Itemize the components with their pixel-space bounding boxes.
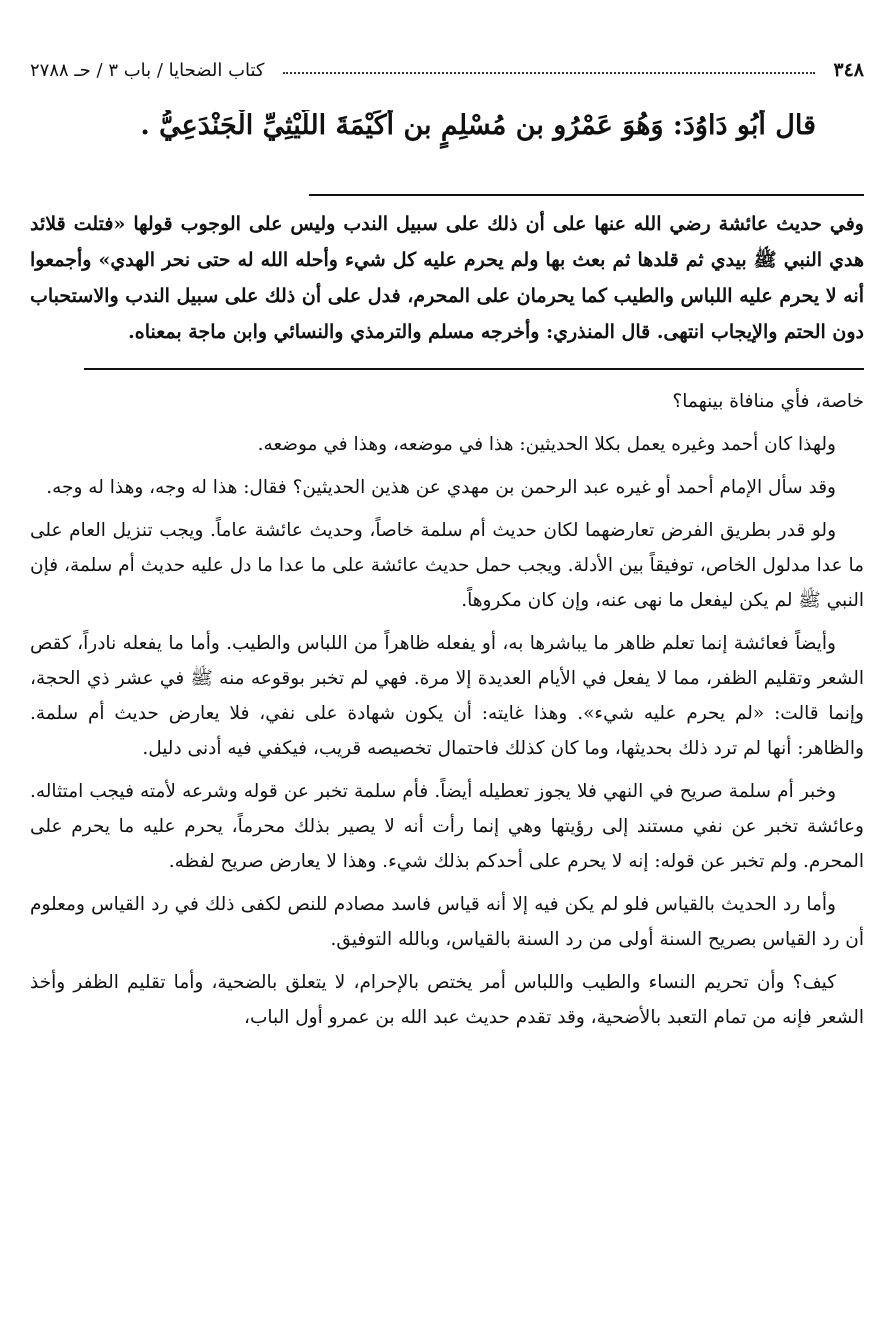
abu-dawud-quote: قال أَبُو دَاوُدَ: وَهُوَ عَمْرُو بن مُسْلِمٍ بن أُكَيْمَةَ اللَّيْثِيِّ الْجَنْدَعِيُّ . — [140, 110, 816, 141]
section-divider-short — [309, 194, 864, 196]
running-header — [30, 50, 864, 90]
main-paragraph: وخبر أم سلمة صريح في النهي فلا يجوز تعطيله أيضاً. فأم سلمة تخبر عن قوله وشرعه لأمته فيجب امتثاله. وعائشة تخبر عن نفي مستند إلى رؤيتها وهي إنما رأت أنه لا يصير بذلك محرماً، يحرم عليه ما يحرم على المحرم. ولم تخبر عن قوله: إنه لا يحرم على أحدكم بذلك شيء. وهذا لا يعارض صريح لفظه. — [30, 781, 864, 872]
main-paragraph: وقد سأل الإمام أحمد أو غيره عبد الرحمن بن مهدي عن هذين الحديثين؟ فقال: هذا له وجه، وهذا له وجه. — [46, 477, 836, 498]
main-paragraph: ولهذا كان أحمد وغيره يعمل بكلا الحديثين: هذا في موضعه، وهذا في موضعه. — [257, 434, 836, 455]
main-paragraph: وأما رد الحديث بالقياس فلو لم يكن فيه إلا أنه قياس فاسد مصادم للنص لكفى ذلك في رد القياس ومعلوم أن رد القياس بصريح السنة أولى من رد السنة بالقياس، وبالله التوفيق. — [30, 894, 864, 950]
book-page — [30, 50, 864, 1035]
main-paragraph: وأيضاً فعائشة إنما تعلم ظاهر ما يباشرها به، أو يفعله ظاهراً من اللباس والطيب. وأما ما يفعله نادراً، كقص الشعر وتقليم الظفر، مما لا يفعل في الأيام العديدة إلا مرة. فهي لم تخبر بوقوعه منه ﷺ في عشر ذي الحجة، وإنما قالت: «لم يحرم عليه شيء». وهذا غايته: أن يكون شهادة على نفي، فلا يعارض حديث أم سلمة. والظاهر: أنها لم ترد ذلك بحديثها، وما كان كذلك فاحتمال تخصيصه قريب، فيكفي فيه أدنى دليل. — [30, 633, 864, 759]
book-chapter-reference: كتاب الضحايا / باب ٣ / حـ ٢٧٨٨ — [30, 59, 265, 81]
section-divider-full — [84, 368, 864, 370]
main-text-block — [30, 384, 864, 1035]
main-paragraph: كيف؟ وأن تحريم النساء والطيب واللباس أمر يختص بالإحرام، لا يتعلق بالضحية، وأما تقليم الظفر وأخذ الشعر فإنه من تمام التعبد بالأضحية، وقد تقدم حديث عبد الله بن عمرو أول الباب، — [30, 972, 864, 1028]
commentary-block — [30, 206, 864, 350]
main-paragraph: ولو قدر بطريق الفرض تعارضهما لكان حديث أم سلمة خاصاً، وحديث عائشة عاماً. ويجب تنزيل العام على ما عدا مدلول الخاص، توفيقاً بين الأدلة. ويجب حمل حديث عائشة على ما عدا ما دل عليه حديث أم سلمة، فإن النبي ﷺ لم يكن ليفعل ما نهى عنه، وإن كان مكروهاً. — [30, 520, 864, 611]
header-dotted-leader — [283, 72, 816, 74]
commentary-paragraph: وفي حديث عائشة رضي الله عنها على أن ذلك على سبيل الندب وليس على الوجوب قولها «فتلت قلائد هدي النبي ﷺ بيدي ثم قلدها ثم بعث بها ولم يحرم عليه كل شيء وأحله الله له حتى نحر الهدي» وأجمعوا أنه لا يحرم عليه اللباس والطيب كما يحرمان على المحرم، فدل على أن ذلك على سبيل الندب والاستحباب دون الحتم والإيجاب انتهى. قال المنذري: وأخرجه مسلم والترمذي والنسائي وابن ماجة بمعناه. — [30, 213, 864, 343]
page-number: ٣٤٨ — [833, 59, 864, 81]
main-paragraph: خاصة، فأي منافاة بينهما؟ — [672, 391, 864, 412]
